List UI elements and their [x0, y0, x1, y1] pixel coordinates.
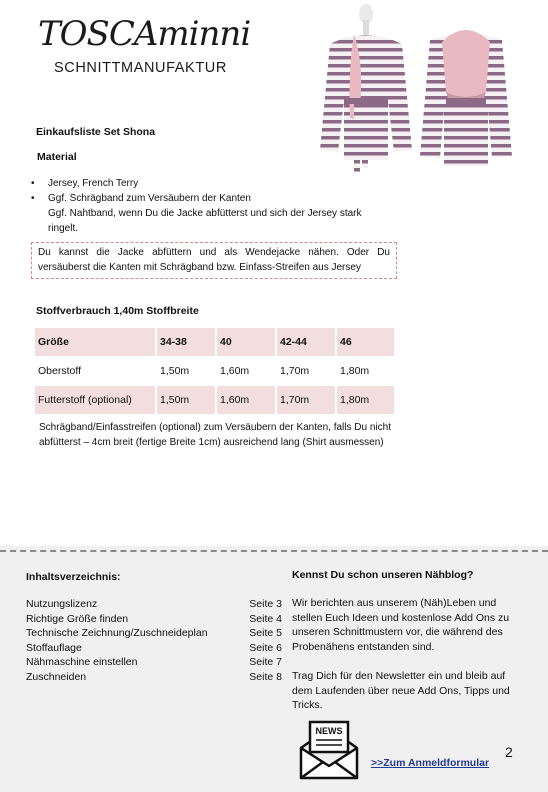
newsletter-envelope-icon — [295, 718, 363, 782]
material-list — [31, 176, 376, 236]
table-cell: 1,80m — [340, 365, 370, 377]
product-photos — [308, 0, 544, 178]
toc-item-label: Nähmaschine einstellen — [26, 656, 138, 669]
table-cell: 1,50m — [157, 386, 215, 414]
toc-item-label: Stoffauflage — [26, 641, 82, 654]
blog-paragraph: Trag Dich für den Newsletter ein und bleib auf dem Laufenden über neue Add Ons, Tipps und Tricks. — [292, 669, 510, 712]
toc-heading: Inhaltsverzeichnis: — [26, 571, 121, 583]
toc-item[interactable] — [26, 655, 282, 670]
blog-text — [292, 596, 524, 713]
news-icon-label: NEWS — [315, 726, 343, 736]
table-cell: 1,70m — [280, 365, 310, 377]
toc-item[interactable] — [26, 641, 282, 656]
material-item-text: Jersey, French Terry — [48, 178, 139, 189]
toc-item-label: Technische Zeichnung/Zuschneideplan — [26, 627, 208, 640]
material-item-continuation: Ggf. Nahtband, wenn Du die Jacke abfütterst und sich der Jersey stark ringelt. — [48, 208, 362, 234]
toc-item-page: Seite 5 — [249, 627, 282, 640]
logo-text: TOSCAminni — [38, 14, 251, 54]
toc-item-page: Seite 6 — [249, 641, 282, 654]
toc-item[interactable] — [26, 612, 282, 627]
document-title: Einkaufsliste Set Shona — [36, 126, 156, 138]
dashed-divider — [0, 550, 548, 552]
table-cell: Oberstoff — [38, 365, 81, 377]
table-row — [35, 357, 394, 385]
blog-paragraph: Wir berichten aus unserem (Näh)Leben und stellen Euch Ideen und kostenlose Add Ons zu unseren Schnittmustern vor, die während des Probenähens entstanden sind. — [292, 597, 510, 653]
footer-panel — [0, 546, 548, 792]
lining-note: Du kannst die Jacke abfüttern und als Wendejacke nähen. Oder Du versäuberst die Kanten mit Schrägband bzw. Einfass-Streifen aus Jersey — [31, 242, 397, 279]
material-heading: Material — [37, 151, 77, 163]
list-item — [31, 191, 376, 236]
table-cell: Futterstoff (optional) — [35, 386, 155, 414]
table-of-contents — [26, 597, 282, 685]
toc-item-label: Richtige Größe finden — [26, 612, 129, 625]
table-header-cell: 34-38 — [157, 328, 215, 356]
brand-logo — [36, 14, 251, 84]
toc-item[interactable] — [26, 670, 282, 685]
toc-item-page: Seite 3 — [249, 598, 282, 610]
table-header-cell: 46 — [337, 328, 394, 356]
toc-item-label: Nutzungslizenz — [26, 598, 98, 610]
fabric-usage-table — [33, 327, 396, 415]
jacket-front-image — [320, 4, 412, 172]
table-cell: 1,60m — [217, 386, 275, 414]
newsletter-signup-link[interactable]: >>Zum Anmeldformular — [371, 757, 490, 769]
table-cell: 1,70m — [277, 386, 335, 414]
material-item-text: Ggf. Schrägband zum Versäubern der Kanten — [48, 193, 251, 204]
table-header-cell: Größe — [35, 328, 155, 356]
toc-item-label: Zuschneiden — [26, 670, 87, 683]
table-header-cell: 42-44 — [277, 328, 335, 356]
table-header-cell: 40 — [217, 328, 275, 356]
toc-item-page: Seite 7 — [249, 656, 282, 669]
toc-item[interactable] — [26, 597, 282, 612]
table-cell: 1,80m — [337, 386, 394, 414]
page-number: 2 — [505, 744, 513, 760]
table-cell: 1,50m — [160, 365, 190, 377]
toc-item[interactable] — [26, 626, 282, 641]
table-row — [35, 386, 394, 414]
table-cell: 1,60m — [220, 365, 250, 377]
binding-note: Schrägband/Einfasstreifen (optional) zum Versäubern der Kanten, falls Du nicht abfütterst – 4cm breit (fertige Breite 1cm) ausreichend lang (Shirt ausmessen) — [39, 422, 391, 448]
toc-item-page: Seite 4 — [249, 612, 282, 625]
toc-item-page: Seite 8 — [249, 670, 282, 683]
fabric-usage-heading: Stoffverbrauch 1,40m Stoffbreite — [36, 305, 199, 317]
jacket-back-image — [420, 30, 512, 166]
table-header-row — [35, 328, 394, 356]
list-item — [31, 176, 376, 191]
logo-subtitle: SCHNITTMANUFAKTUR — [54, 60, 227, 76]
blog-heading: Kennst Du schon unseren Nähblog? — [292, 569, 474, 581]
